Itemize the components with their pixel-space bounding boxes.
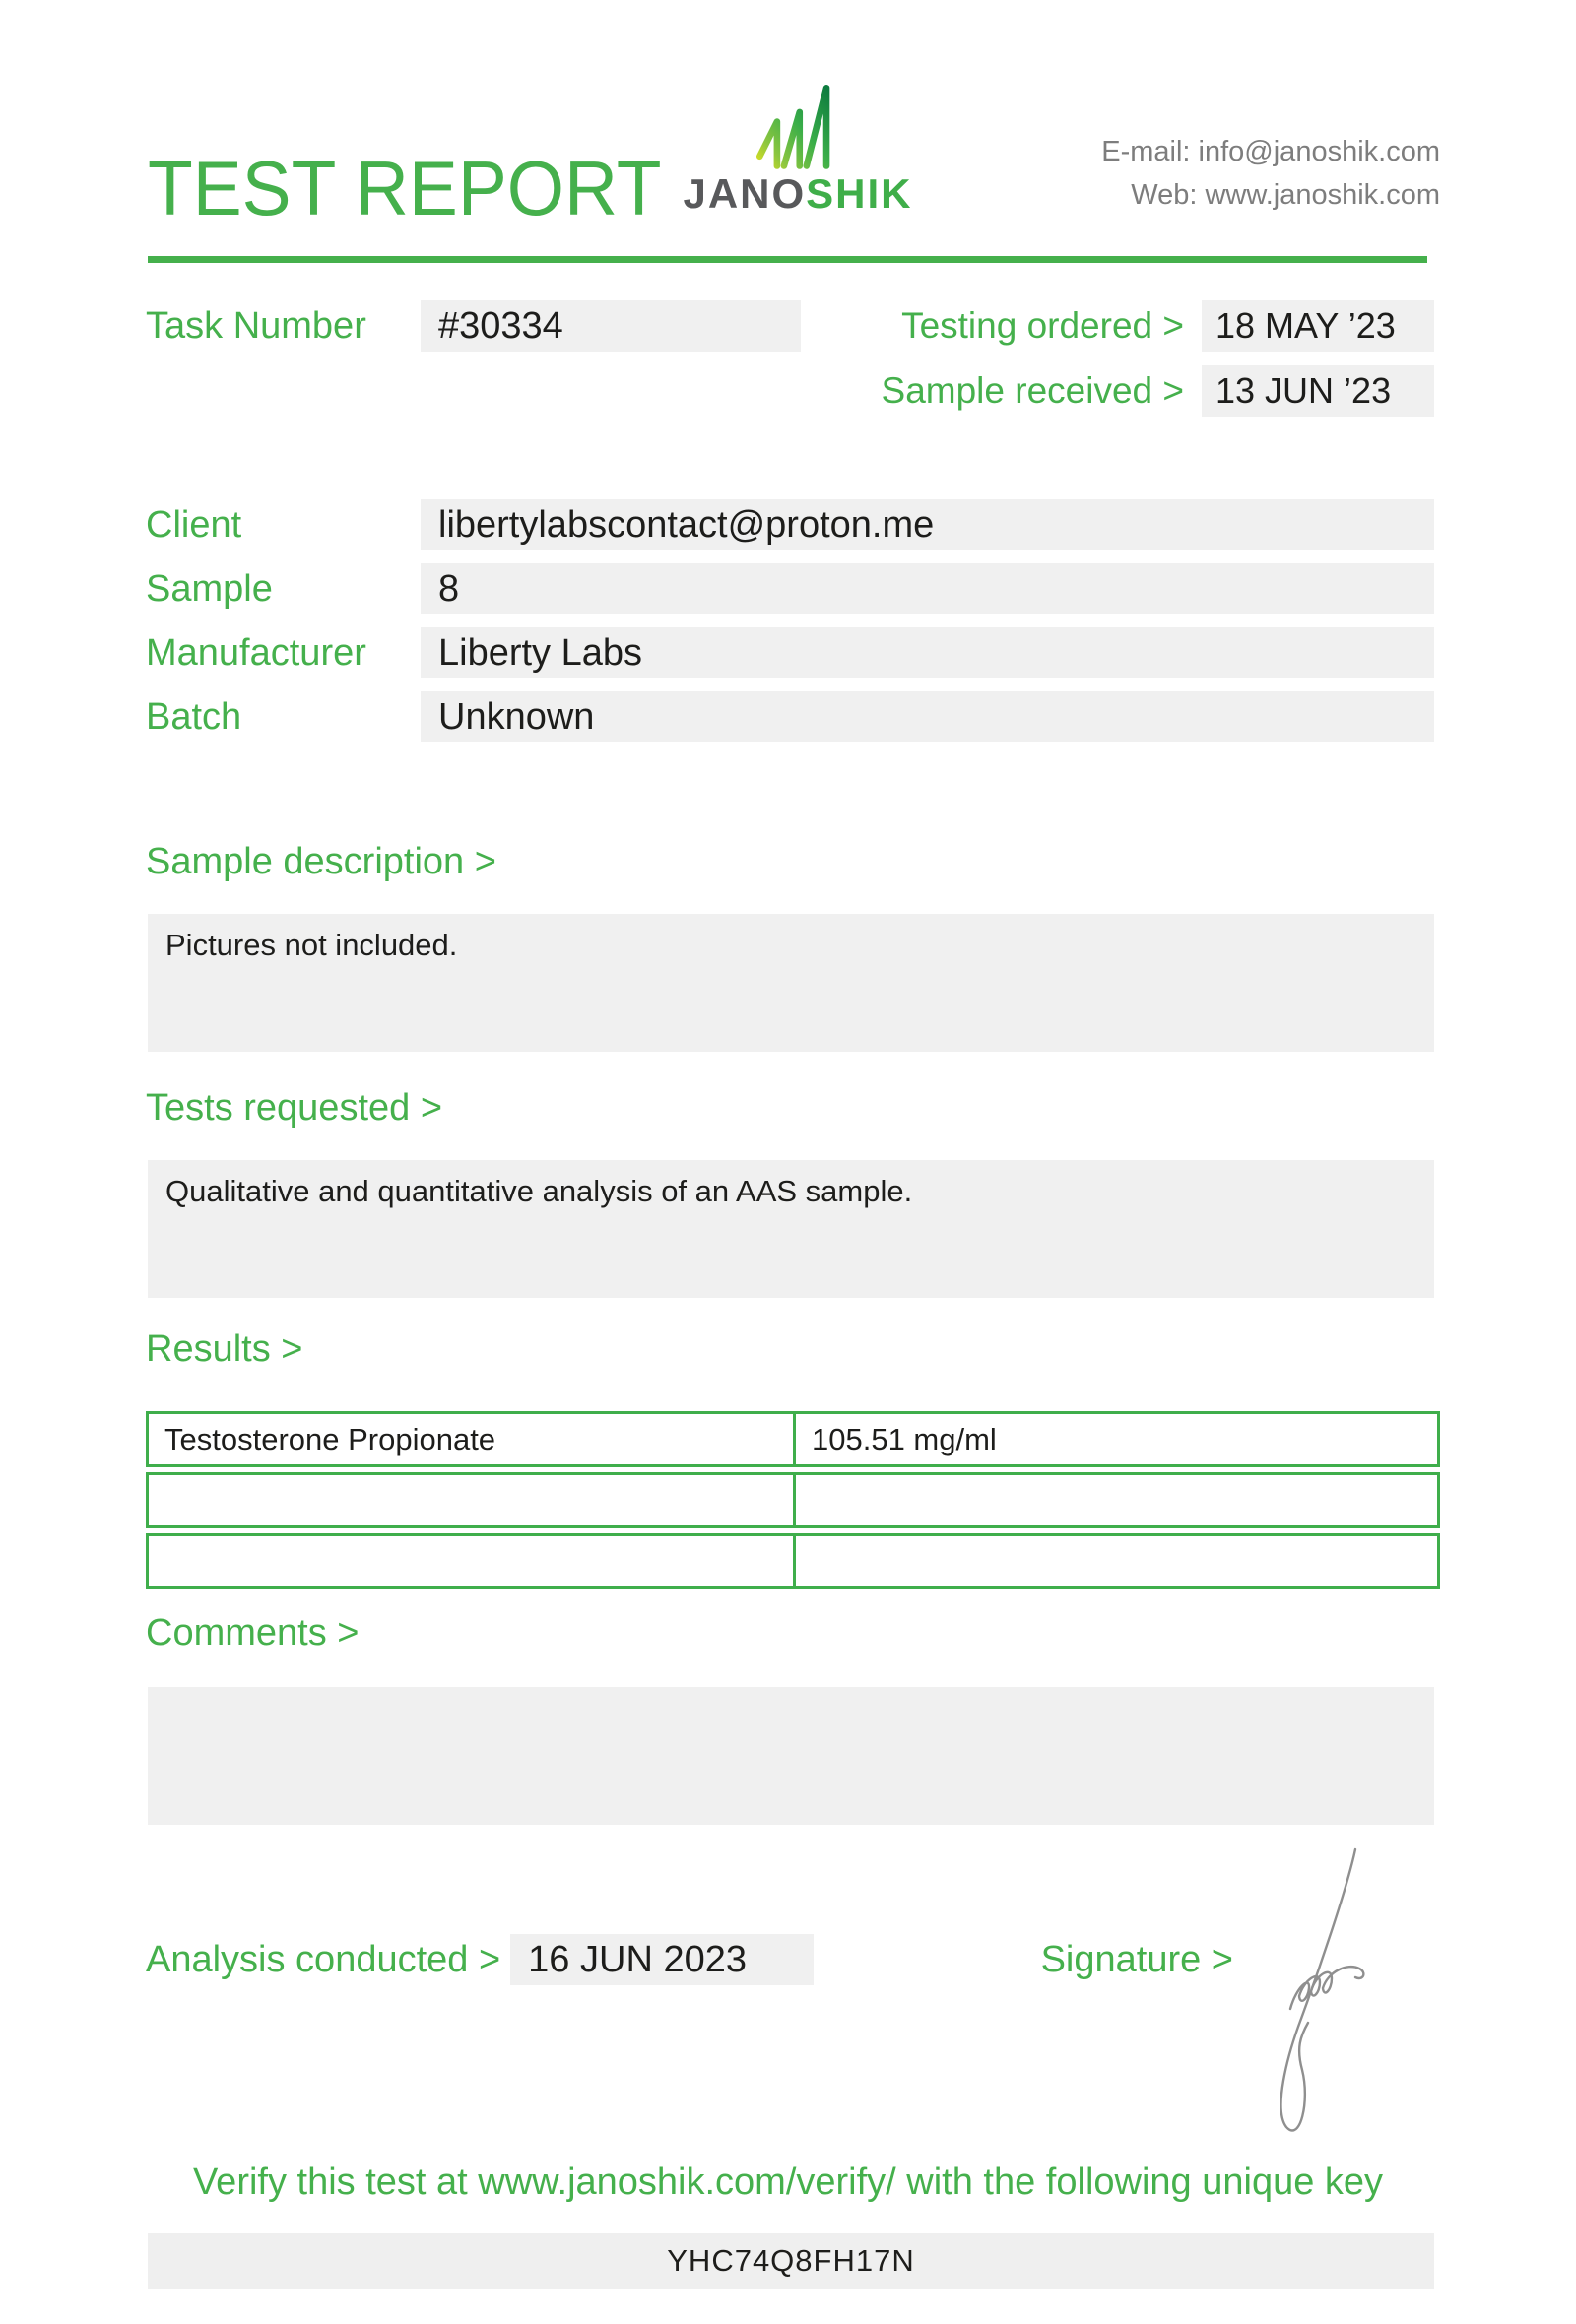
sample-received-row bbox=[882, 365, 1434, 417]
result-concentration-cell bbox=[793, 1533, 1440, 1589]
signature-image bbox=[1261, 1843, 1399, 2151]
sample-label: Sample bbox=[146, 567, 273, 610]
sample-description-panel: Pictures not included. bbox=[148, 914, 1434, 1052]
contact-email-line bbox=[1101, 131, 1440, 174]
web-label: Web: bbox=[1131, 178, 1198, 211]
task-number-label: Task Number bbox=[146, 304, 366, 347]
header-divider bbox=[148, 256, 1427, 263]
comments-heading: Comments > bbox=[146, 1612, 360, 1653]
client-label: Client bbox=[146, 503, 242, 546]
email-value: info@janoshik.com bbox=[1198, 136, 1440, 167]
sample-received-label: Sample received > bbox=[881, 370, 1184, 411]
analysis-row bbox=[146, 1934, 1434, 1985]
sample-received-value: 13 JUN ’23 bbox=[1202, 365, 1434, 417]
info-section bbox=[146, 499, 1434, 742]
testing-ordered-label: Testing ordered > bbox=[901, 305, 1184, 346]
verify-instruction: Verify this test at www.janoshik.com/verify/ with the following unique key bbox=[192, 2162, 1384, 2203]
brand-wordmark-gray: JANO bbox=[683, 170, 807, 217]
batch-value: Unknown bbox=[421, 691, 1434, 742]
analysis-conducted-label: Analysis conducted > bbox=[146, 1938, 501, 1980]
table-row bbox=[146, 1472, 1440, 1528]
result-substance-cell bbox=[146, 1472, 796, 1528]
result-concentration-cell bbox=[793, 1472, 1440, 1528]
results-heading: Results > bbox=[146, 1328, 303, 1370]
batch-row bbox=[146, 691, 1434, 742]
web-value: www.janoshik.com bbox=[1205, 178, 1440, 211]
page-title: TEST REPORT bbox=[148, 144, 662, 231]
manufacturer-row bbox=[146, 627, 1434, 678]
manufacturer-value: Liberty Labs bbox=[421, 627, 1434, 678]
table-row bbox=[146, 1533, 1440, 1589]
table-row bbox=[146, 1411, 1440, 1467]
sample-value: 8 bbox=[421, 563, 1434, 614]
task-section bbox=[146, 300, 1434, 417]
result-concentration-cell: 105.51 mg/ml bbox=[793, 1411, 1440, 1467]
sample-description-heading: Sample description > bbox=[146, 841, 496, 882]
testing-ordered-row bbox=[882, 300, 1434, 352]
contact-info bbox=[1101, 131, 1440, 226]
sample-row bbox=[146, 563, 1434, 614]
signature-label: Signature > bbox=[1040, 1938, 1233, 1980]
brand-wordmark-green: SHIK bbox=[806, 170, 913, 217]
testing-ordered-value: 18 MAY ’23 bbox=[1202, 300, 1434, 352]
contact-web-line bbox=[1101, 174, 1440, 218]
client-value: libertylabscontact@proton.me bbox=[421, 499, 1434, 550]
comments-panel bbox=[148, 1687, 1434, 1825]
email-label: E-mail: bbox=[1101, 136, 1191, 167]
client-row bbox=[146, 499, 1434, 550]
janoshik-logo bbox=[683, 83, 913, 217]
analysis-date-value: 16 JUN 2023 bbox=[510, 1934, 814, 1985]
unique-key-box: YHC74Q8FH17N bbox=[148, 2233, 1434, 2289]
task-number-value: #30334 bbox=[421, 300, 801, 352]
tests-requested-panel: Qualitative and quantitative analysis of an AAS sample. bbox=[148, 1160, 1434, 1298]
date-rows bbox=[882, 300, 1434, 417]
results-table bbox=[146, 1411, 1440, 1589]
task-number-row bbox=[146, 300, 801, 352]
brand-wordmark bbox=[683, 170, 913, 217]
batch-label: Batch bbox=[146, 695, 242, 738]
result-substance-cell bbox=[146, 1533, 796, 1589]
manufacturer-label: Manufacturer bbox=[146, 631, 366, 674]
result-substance-cell: Testosterone Propionate bbox=[146, 1411, 796, 1467]
report-header bbox=[0, 0, 1576, 231]
tests-requested-heading: Tests requested > bbox=[146, 1087, 443, 1129]
chart-growth-icon bbox=[751, 83, 845, 169]
